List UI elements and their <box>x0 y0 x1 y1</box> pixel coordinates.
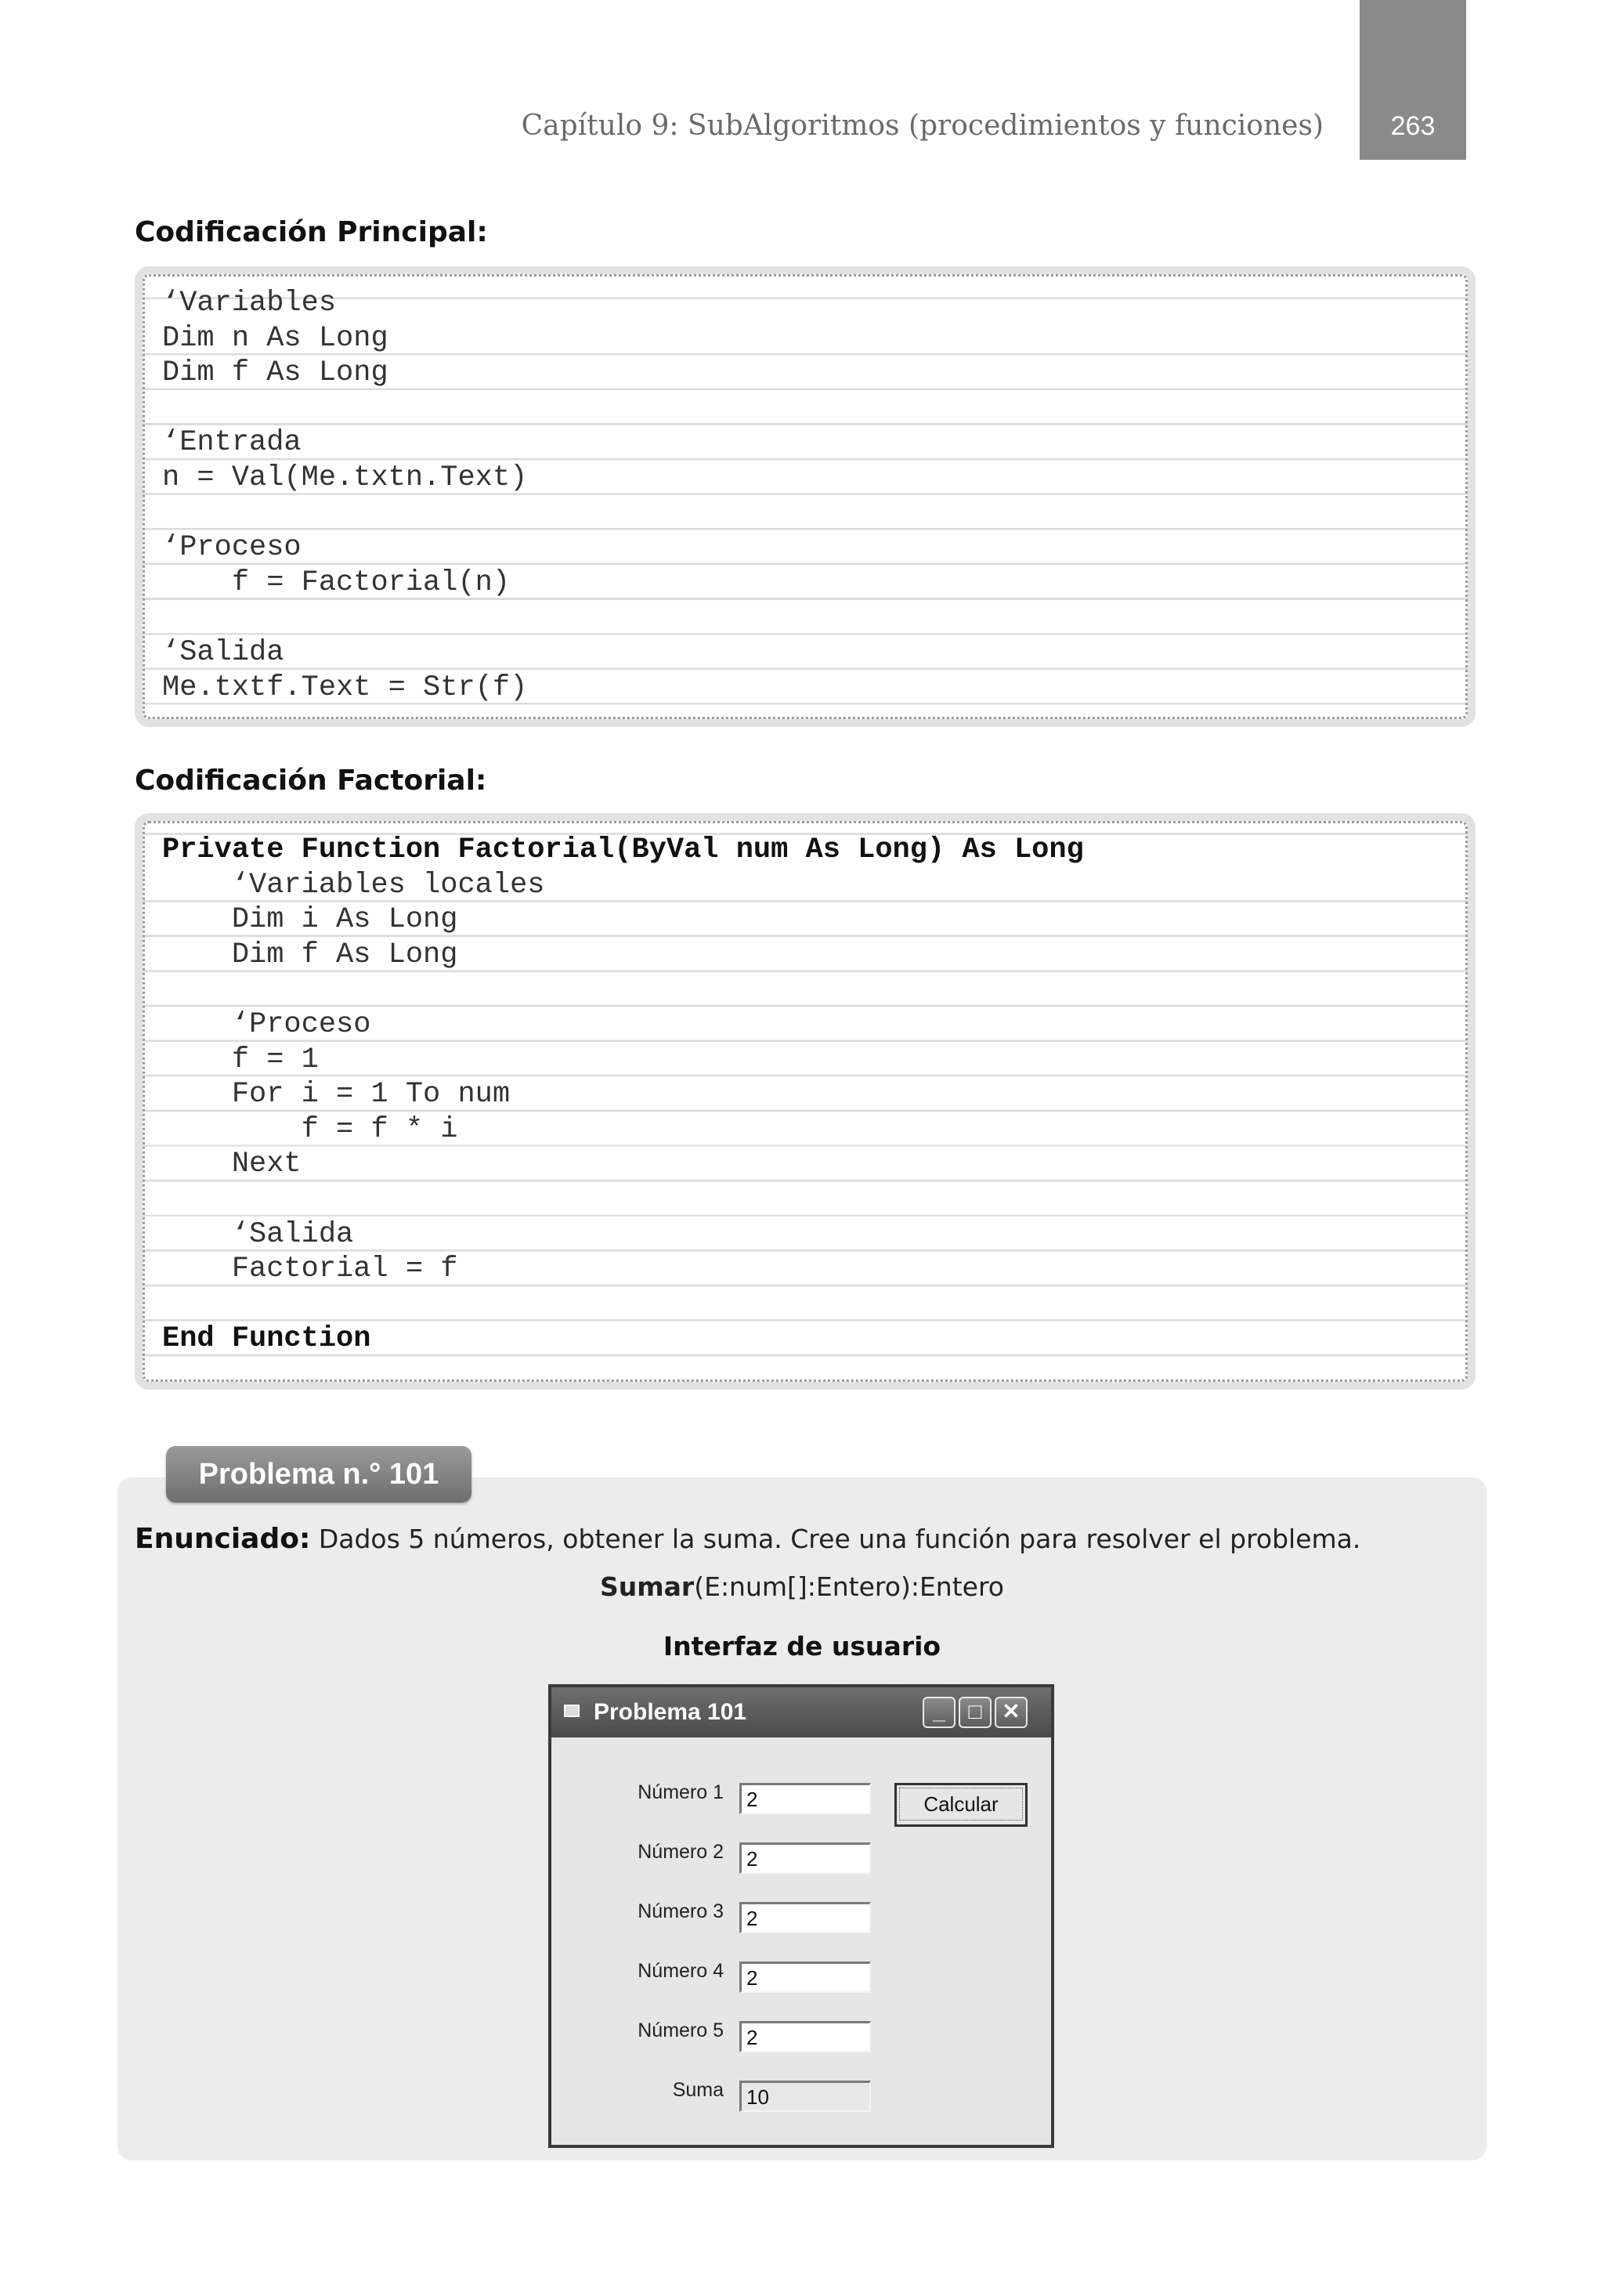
close-button[interactable]: ✕ <box>995 1697 1028 1728</box>
numero-3-input[interactable]: 2 <box>739 1902 871 1933</box>
code-line: Next <box>162 1148 302 1181</box>
code-line: ‘Proceso <box>162 531 302 565</box>
signature-name: Sumar <box>600 1571 695 1602</box>
numero-4-input[interactable]: 2 <box>739 1962 871 1993</box>
code-line <box>145 1182 1465 1217</box>
code-line: ‘Entrada <box>162 426 302 460</box>
page-number: 263 <box>1390 111 1436 141</box>
code-line: Me.txtf.Text = Str(f) <box>162 671 528 704</box>
statement-label: Enunciado: <box>135 1523 311 1555</box>
code-line: ‘Salida <box>162 635 284 669</box>
field-label-suma: Suma <box>672 2079 724 2101</box>
window-titlebar[interactable] <box>551 1687 1051 1737</box>
code-line: Dim i As Long <box>162 903 458 937</box>
minimize-button[interactable]: _ <box>923 1697 956 1728</box>
section-title-factorial: Codificación Factorial: <box>135 765 487 797</box>
code-line: f = f * i <box>162 1112 458 1146</box>
code-block-main-inner <box>143 274 1468 719</box>
ui-title: Interfaz de usuario <box>663 1631 941 1661</box>
calcular-button[interactable] <box>894 1783 1028 1827</box>
code-line <box>145 391 1465 426</box>
code-line <box>145 600 1465 635</box>
code-block-factorial-inner <box>143 821 1468 1382</box>
code-line: f = Factorial(n) <box>162 566 511 599</box>
function-signature <box>0 1571 1604 1602</box>
problem-statement <box>135 1523 1466 1555</box>
field-label-numero-1: Número 1 <box>638 1781 724 1803</box>
code-line: ‘Variables locales <box>162 868 545 902</box>
code-line: ‘Salida <box>162 1217 354 1251</box>
code-line: Factorial = f <box>162 1253 458 1286</box>
code-line: Dim n As Long <box>162 321 388 355</box>
code-line: f = 1 <box>162 1043 319 1076</box>
code-block-factorial <box>135 813 1476 1390</box>
numero-5-input[interactable]: 2 <box>739 2021 871 2052</box>
code-block-main <box>135 266 1476 727</box>
code-line <box>145 496 1465 531</box>
code-line: End Function <box>162 1322 371 1356</box>
statement-text: Dados 5 números, obtener la suma. Cree una función para resolver el problema. <box>310 1524 1361 1554</box>
code-line: Dim f As Long <box>162 938 458 971</box>
code-line: For i = 1 To num <box>162 1078 511 1112</box>
code-line: Private Function Factorial(ByVal num As Long) As Long <box>162 833 1084 866</box>
field-label-numero-4: Número 4 <box>638 1960 724 1982</box>
calcular-button-label: Calcular <box>899 1788 1023 1821</box>
code-line <box>145 972 1465 1007</box>
code-line: Dim f As Long <box>162 356 388 390</box>
code-line <box>145 1287 1465 1322</box>
numero-1-input[interactable]: 2 <box>739 1783 871 1814</box>
code-line: n = Val(Me.txtn.Text) <box>162 461 528 494</box>
field-label-numero-2: Número 2 <box>638 1841 724 1863</box>
maximize-button[interactable]: □ <box>959 1697 992 1728</box>
signature-params: (E:num[]:Entero):Entero <box>694 1571 1004 1602</box>
field-label-numero-3: Número 3 <box>638 1900 724 1922</box>
problem-tab: Problema n.° 101 <box>166 1446 471 1502</box>
field-label-numero-5: Número 5 <box>638 2019 724 2041</box>
window-icon <box>564 1705 580 1717</box>
code-line: ‘Proceso <box>162 1007 371 1041</box>
suma-output: 10 <box>739 2081 871 2112</box>
app-window <box>548 1684 1054 2148</box>
window-title: Problema 101 <box>594 1699 747 1725</box>
code-line: ‘Variables <box>162 287 337 320</box>
numero-2-input[interactable]: 2 <box>739 1842 871 1874</box>
running-head: Capítulo 9: SubAlgoritmos (procedimientos y funciones) <box>521 110 1324 142</box>
section-title-main: Codificación Principal: <box>135 216 488 248</box>
